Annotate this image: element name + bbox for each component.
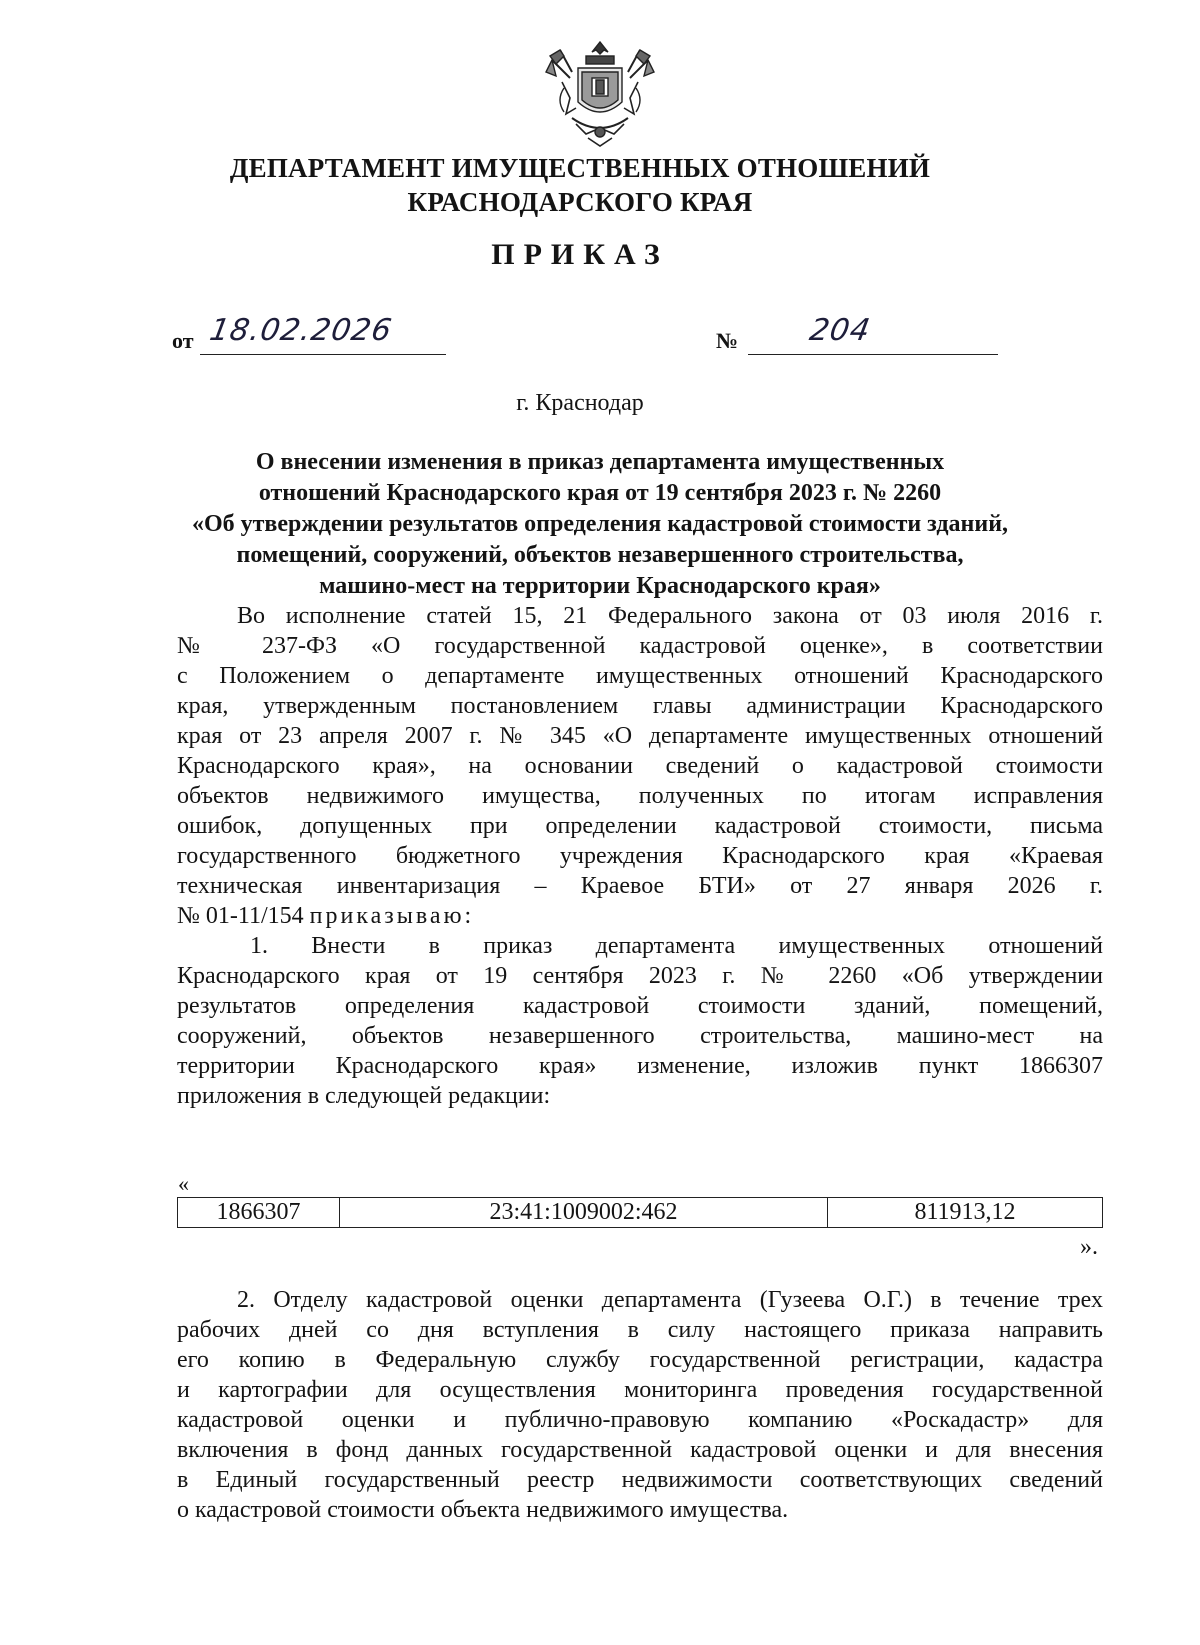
- subject-line: О внесении изменения в приказ департамента имущественных: [255, 449, 945, 475]
- item1-line: Краснодарского края от 19 сентября 2023 г. № 2260 «Об утверждении: [177, 963, 1103, 989]
- handwritten-order-number: 204: [806, 313, 874, 348]
- document-type-title: ПРИКАЗ: [491, 238, 669, 271]
- department-name-line-2: КРАСНОДАРСКОГО КРАЯ: [407, 187, 753, 217]
- item1-line: 1. Внести в приказ департамента имущественных отношений: [250, 933, 1103, 959]
- item2-line: в Единый государственный реестр недвижимости соответствующих сведений: [177, 1467, 1103, 1493]
- subject-line: отношений Краснодарского края от 19 сентября 2023 г. № 2260: [258, 480, 942, 506]
- preamble-line: края от 23 апреля 2007 г. № 345 «О департаменте имущественных отношений: [177, 723, 1103, 749]
- table-cell-cadastral-value: 811913,12: [914, 1199, 1016, 1225]
- order-word: приказываю:: [309, 903, 475, 929]
- letter-reference-number: № 01-11/154: [177, 903, 304, 929]
- item2-line: рабочих дней со дня вступления в силу настоящего приказа направить: [177, 1317, 1103, 1343]
- preamble-line: Во исполнение статей 15, 21 Федерального закона от 03 июля 2016 г.: [237, 603, 1103, 629]
- preamble-last-line: [177, 902, 1103, 930]
- subject-line: «Об утверждении результатов определения кадастровой стоимости зданий,: [191, 511, 1009, 537]
- handwritten-date: 18.02.2026: [206, 313, 395, 348]
- item1-line: приложения в следующей редакции:: [177, 1083, 551, 1109]
- item2-line: включения в фонд данных государственной кадастровой оценки и для внесения: [177, 1437, 1103, 1463]
- appendix-table-row: [177, 1197, 1103, 1228]
- city-name: г. Краснодар: [516, 390, 644, 416]
- number-underline: [748, 354, 998, 355]
- preamble-line: края, утвержденным постановлением главы администрации Краснодарского: [177, 693, 1103, 719]
- preamble-line: техническая инвентаризация – Краевое БТИ» от 27 января 2026 г.: [177, 873, 1103, 899]
- item2-line: 2. Отделу кадастровой оценки департамента (Гузеева О.Г.) в течение трех: [237, 1287, 1103, 1313]
- department-name-line-1: ДЕПАРТАМЕНТ ИМУЩЕСТВЕННЫХ ОТНОШЕНИЙ: [229, 153, 931, 183]
- subject-line: помещений, сооружений, объектов незавершенного строительства,: [236, 542, 964, 568]
- item2-line: его копию в Федеральную службу государственной регистрации, кадастра: [177, 1347, 1103, 1373]
- table-cell-cadastral-number: 23:41:1009002:462: [340, 1198, 828, 1227]
- preamble-line: ошибок, допущенных при определении кадастровой стоимости, письма: [177, 813, 1103, 839]
- krasnodar-krai-coat-of-arms-icon: [542, 38, 658, 150]
- preamble-line: объектов недвижимого имущества, полученных по итогам исправления: [177, 783, 1103, 809]
- preamble-line: № 237-ФЗ «О государственной кадастровой оценке», в соответствии: [177, 633, 1103, 659]
- order-subject-heading: [160, 447, 1040, 602]
- table-cell-item-number: 1866307: [178, 1198, 340, 1227]
- preamble-line: Краснодарского края», на основании сведений о кадастровой стоимости: [177, 753, 1103, 779]
- item1-line: сооружений, объектов незавершенного строительства, машино-мест на: [177, 1023, 1103, 1049]
- item2-line: о кадастровой стоимости объекта недвижимого имущества.: [177, 1497, 789, 1523]
- item1-line: территории Краснодарского края» изменение, изложив пункт 1866307: [177, 1053, 1103, 1079]
- subject-line: машино-мест на территории Краснодарского края»: [319, 573, 881, 599]
- preamble-line: государственного бюджетного учреждения Краснодарского края «Краевая: [177, 843, 1103, 869]
- item1-line: результатов определения кадастровой стоимости зданий, помещений,: [177, 993, 1103, 1019]
- item2-line: кадастровой оценки и публично-правовую компанию «Роскадастр» для: [177, 1407, 1103, 1433]
- quote-open: «: [178, 1171, 189, 1196]
- preamble-line: с Положением о департаменте имущественных отношений Краснодарского: [177, 663, 1103, 689]
- date-underline: [200, 354, 446, 355]
- item2-line: и картографии для осуществления мониторинга проведения государственной: [177, 1377, 1103, 1403]
- quote-close: ».: [1080, 1234, 1098, 1260]
- number-label: №: [716, 328, 739, 353]
- date-label: от: [172, 328, 194, 353]
